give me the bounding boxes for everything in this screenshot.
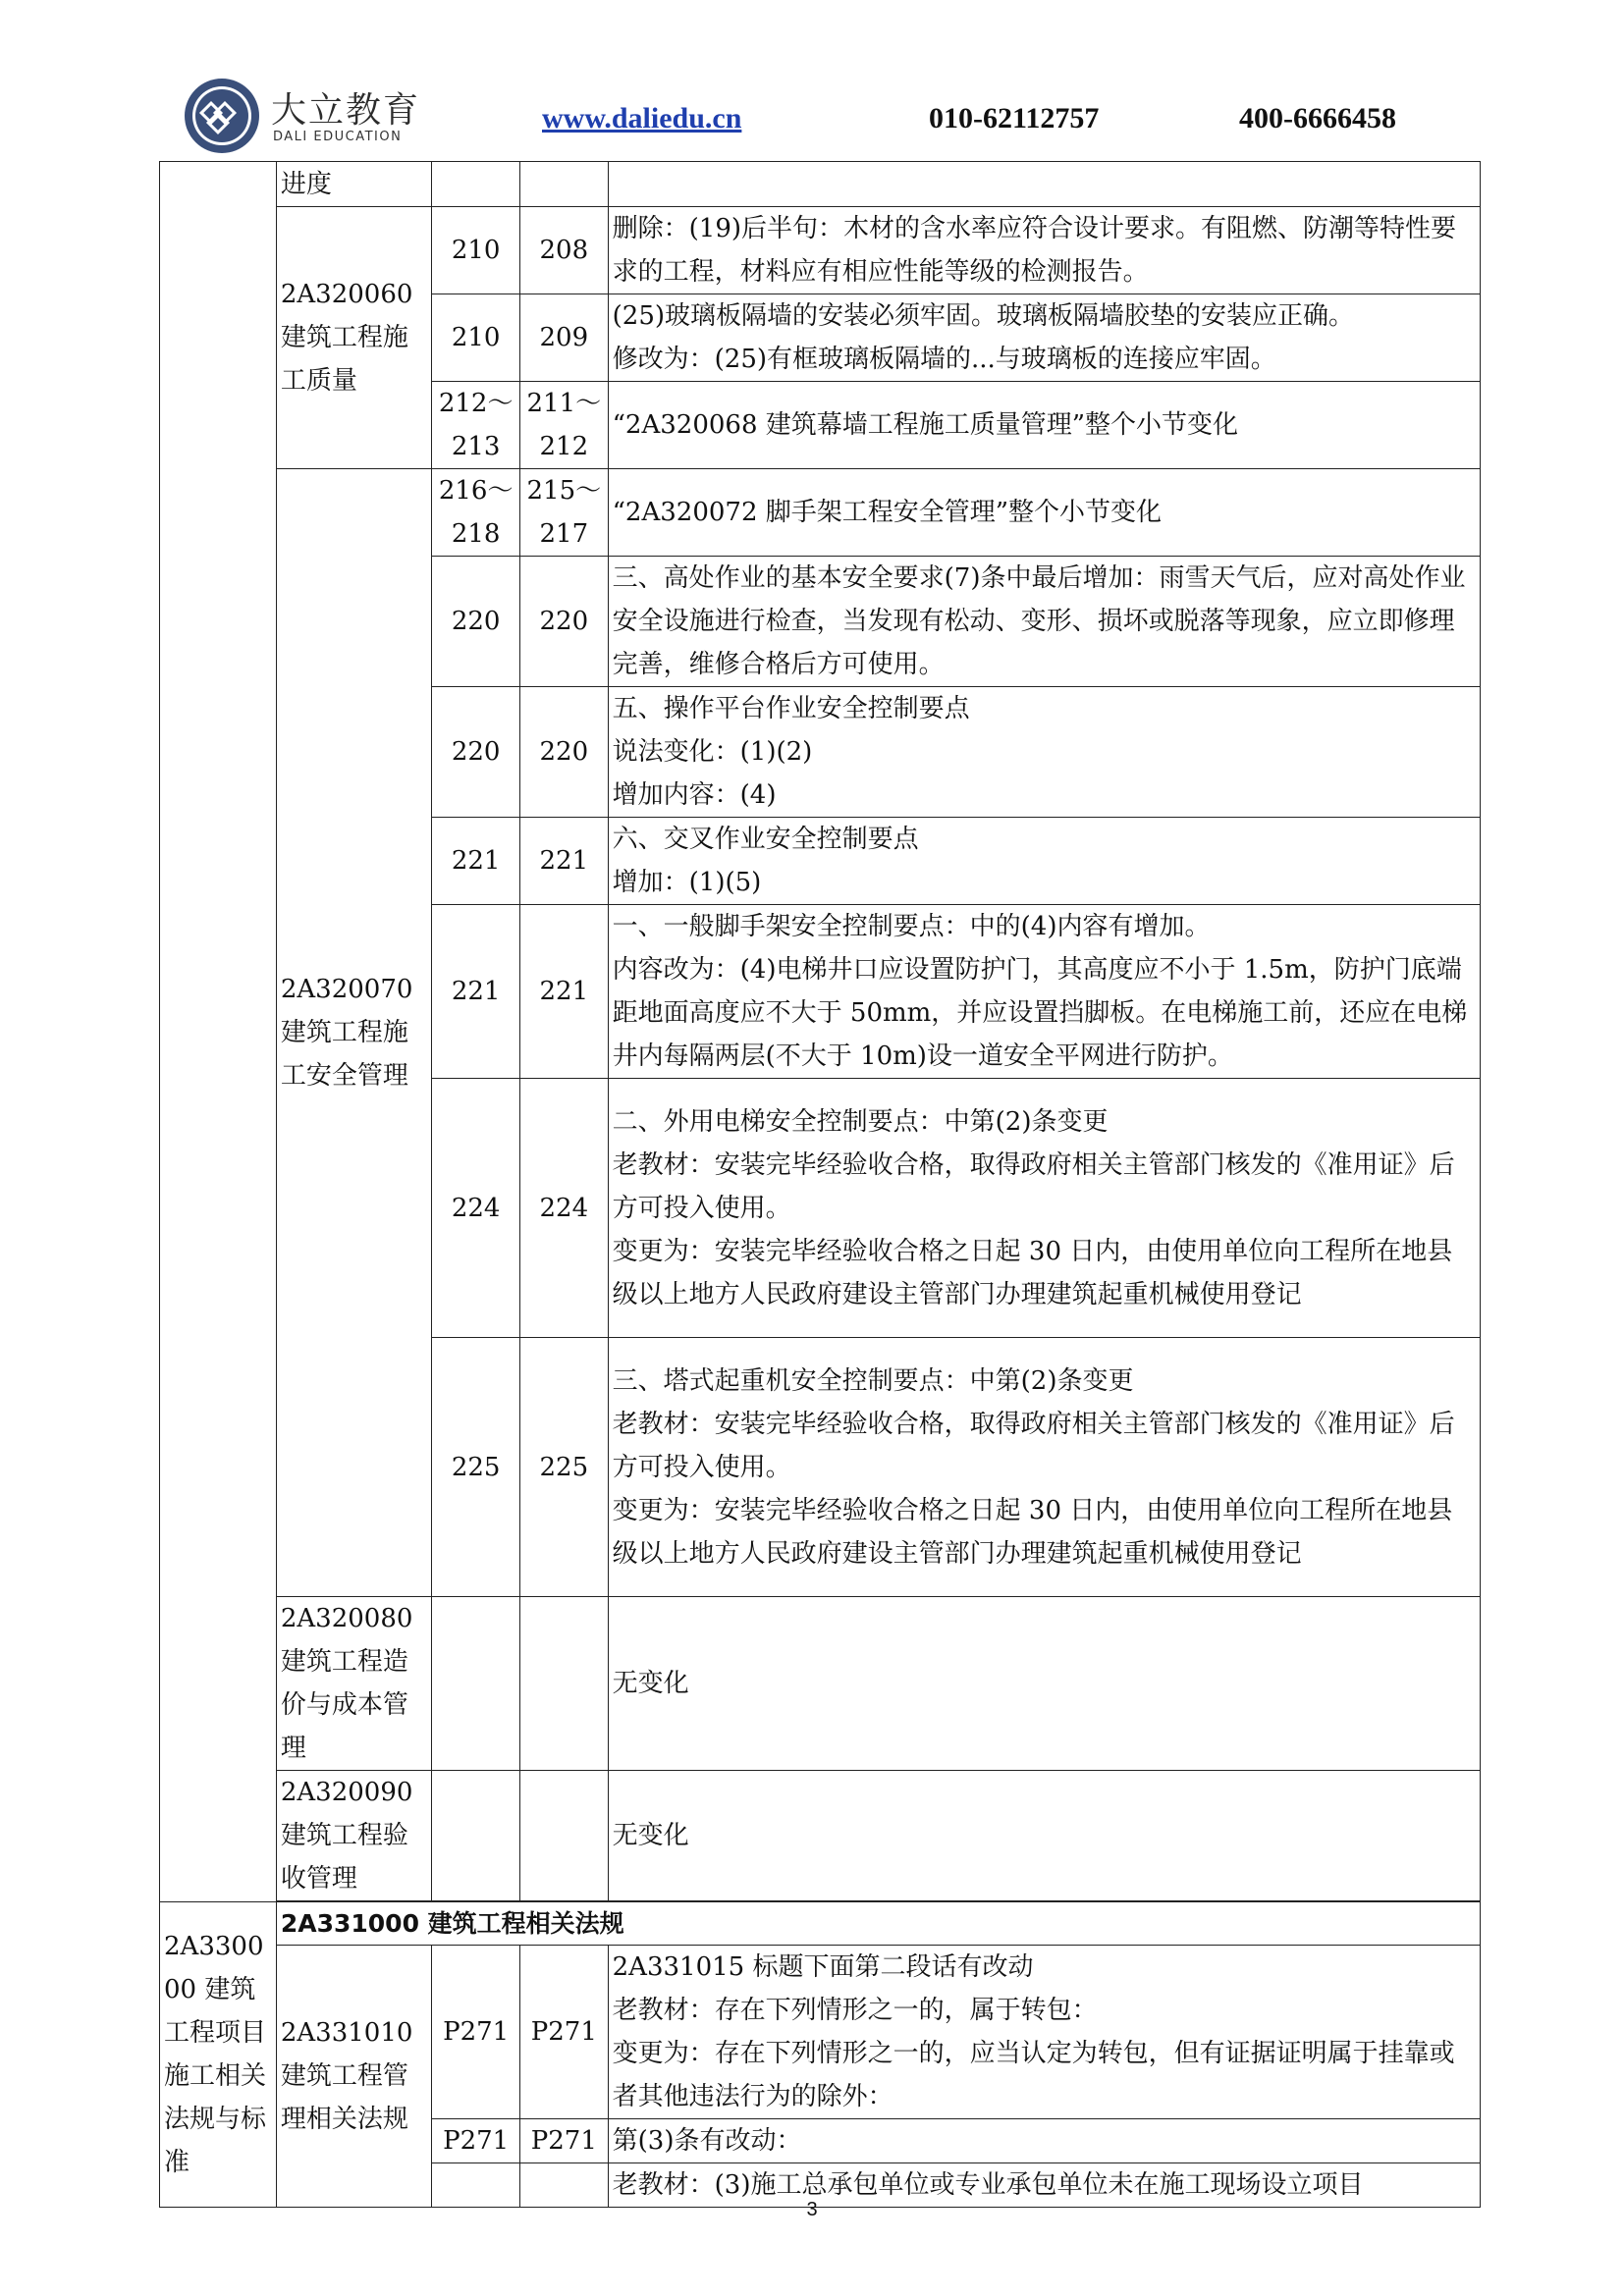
old-page-cell: P271	[432, 2119, 520, 2163]
change-line: (25)玻璃板隔墙的安装必须牢固。玻璃板隔墙胶垫的安装应正确。	[612, 301, 1355, 331]
change-line: 变更为：安装完毕经验收合格之日起 30 日内，由使用单位向工程所在地县级以上地方人民政府建设主管部门办理建筑起重机械使用登记	[612, 1236, 1453, 1309]
table-row	[160, 1946, 1481, 2119]
table-row	[160, 1597, 1481, 1771]
chapter-cell: 2A330000 建筑工程项目施工相关法规与标准	[160, 1902, 277, 2208]
old-page-cell: 216～218	[432, 469, 520, 557]
change-line: 三、塔式起重机安全控制要点：中第(2)条变更	[612, 1365, 1134, 1396]
new-page-cell: P271	[519, 2119, 608, 2163]
change-cell: 删除：(19)后半句：木材的含水率应符合设计要求。有阻燃、防潮等特性要求的工程，材料应有相应性能等级的检测报告。	[608, 207, 1480, 294]
phone-number-2: 400-6666458	[1239, 102, 1396, 134]
change-line: 五、操作平台作业安全控制要点	[612, 694, 970, 723]
old-page-cell: 210	[432, 207, 520, 294]
change-cell	[608, 905, 1480, 1079]
textbook-changes-table	[159, 161, 1481, 2208]
table-row	[160, 1902, 1481, 1946]
change-line: 变更为：安装完毕经验收合格之日起 30 日内，由使用单位向工程所在地县级以上地方人民政府建设主管部门办理建筑起重机械使用登记	[612, 1495, 1453, 1569]
change-cell: 老教材：(3)施工总承包单位或专业承包单位未在施工现场设立项目	[608, 2163, 1480, 2208]
old-page-cell	[432, 162, 520, 207]
change-cell	[608, 818, 1480, 905]
change-cell	[608, 294, 1480, 382]
subsection-cell: 2A320070 建筑工程施工安全管理	[276, 469, 431, 1597]
new-page-cell	[519, 162, 608, 207]
new-page-cell: 225	[519, 1338, 608, 1597]
new-page-cell: 220	[519, 687, 608, 818]
new-page-cell: P271	[519, 1946, 608, 2119]
change-cell	[608, 162, 1480, 207]
old-page-cell: 225	[432, 1338, 520, 1597]
change-line: 2A331015 标题下面第二段话有改动	[612, 1952, 1034, 1982]
dali-logo-icon	[183, 77, 261, 155]
table-row	[160, 1771, 1481, 1901]
change-line: 二、外用电梯安全控制要点：中第(2)条变更	[612, 1106, 1109, 1137]
change-cell	[608, 1338, 1480, 1597]
old-page-cell: 224	[432, 1079, 520, 1338]
subsection-cell: 2A320080 建筑工程造价与成本管理	[276, 1597, 431, 1771]
change-line: 老教材：安装完毕经验收合格，取得政府相关主管部门核发的《准用证》后方可投入使用。	[612, 1409, 1455, 1482]
new-page-cell: 221	[519, 818, 608, 905]
page-number: 3	[806, 2199, 818, 2220]
new-page-cell: 215～217	[519, 469, 608, 557]
new-page-cell: 209	[519, 294, 608, 382]
old-page-cell: 220	[432, 687, 520, 818]
change-cell	[608, 1079, 1480, 1338]
new-page-cell: 221	[519, 905, 608, 1079]
change-line: 增加：(1)(5)	[612, 868, 762, 897]
new-page-cell: 224	[519, 1079, 608, 1338]
change-cell	[608, 1946, 1480, 2119]
new-page-cell: 208	[519, 207, 608, 294]
old-page-cell: 221	[432, 818, 520, 905]
change-line: 变更为：存在下列情形之一的，应当认定为转包，但有证据证明属于挂靠或者其他违法行为的除外：	[612, 2039, 1455, 2111]
logo-english-name: DALI EDUCATION	[273, 130, 403, 144]
table-row	[160, 207, 1481, 294]
old-page-cell: 221	[432, 905, 520, 1079]
change-line: 增加内容：(4)	[612, 780, 777, 810]
section-heading: 2A331000 建筑工程相关法规	[276, 1902, 1480, 1946]
new-page-cell	[519, 1771, 608, 1901]
old-page-cell: 212～213	[432, 382, 520, 469]
new-page-cell: 220	[519, 557, 608, 687]
page-header	[183, 77, 1459, 155]
subsection-cell: 2A320060 建筑工程施工质量	[276, 207, 431, 469]
table-row	[160, 162, 1481, 207]
change-cell	[608, 687, 1480, 818]
change-line: 说法变化：(1)(2)	[612, 737, 813, 767]
change-line: 老教材：存在下列情形之一的，属于转包：	[612, 1996, 1098, 2025]
change-cell: “2A320072 脚手架工程安全管理”整个小节变化	[608, 469, 1480, 557]
subsection-cell: 2A320090 建筑工程验收管理	[276, 1771, 431, 1901]
phone-number-1: 010-62112757	[929, 102, 1100, 134]
old-page-cell: 220	[432, 557, 520, 687]
change-line: 修改为：(25)有框玻璃板隔墙的...与玻璃板的连接应牢固。	[612, 345, 1276, 374]
website-link[interactable]: www.daliedu.cn	[542, 102, 742, 134]
change-cell: 无变化	[608, 1597, 1480, 1771]
change-line: 内容改为：(4)电梯井口应设置防护门，其高度应不小于 1.5m，防护门底端距地面高度应不大于 50mm，并应设置挡脚板。在电梯施工前，还应在电梯井内每隔两层(不大于 10m)设一道安全平网进行防护。	[612, 955, 1468, 1071]
change-cell: 无变化	[608, 1771, 1480, 1901]
new-page-cell	[519, 1597, 608, 1771]
new-page-cell: 211～212	[519, 382, 608, 469]
logo-chinese-name: 大立教育	[271, 90, 421, 131]
table-row	[160, 469, 1481, 557]
old-page-cell	[432, 1597, 520, 1771]
old-page-cell	[432, 1771, 520, 1901]
change-line: 一、一般脚手架安全控制要点：中的(4)内容有增加。	[612, 912, 1211, 941]
change-cell: “2A320068 建筑幕墙工程施工质量管理”整个小节变化	[608, 382, 1480, 469]
old-page-cell: 210	[432, 294, 520, 382]
subsection-cell: 进度	[276, 162, 431, 207]
change-cell: 第(3)条有改动：	[608, 2119, 1480, 2163]
change-cell: 三、高处作业的基本安全要求(7)条中最后增加：雨雪天气后，应对高处作业安全设施进行检查，当发现有松动、变形、损坏或脱落等现象，应立即修理完善，维修合格后方可使用。	[608, 557, 1480, 687]
subsection-cell: 2A331010 建筑工程管理相关法规	[276, 1946, 431, 2208]
chapter-cell-continued	[160, 162, 277, 1902]
change-line: 六、交叉作业安全控制要点	[612, 825, 919, 854]
old-page-cell: P271	[432, 1946, 520, 2119]
change-line: 老教材：安装完毕经验收合格，取得政府相关主管部门核发的《准用证》后方可投入使用。	[612, 1149, 1455, 1223]
